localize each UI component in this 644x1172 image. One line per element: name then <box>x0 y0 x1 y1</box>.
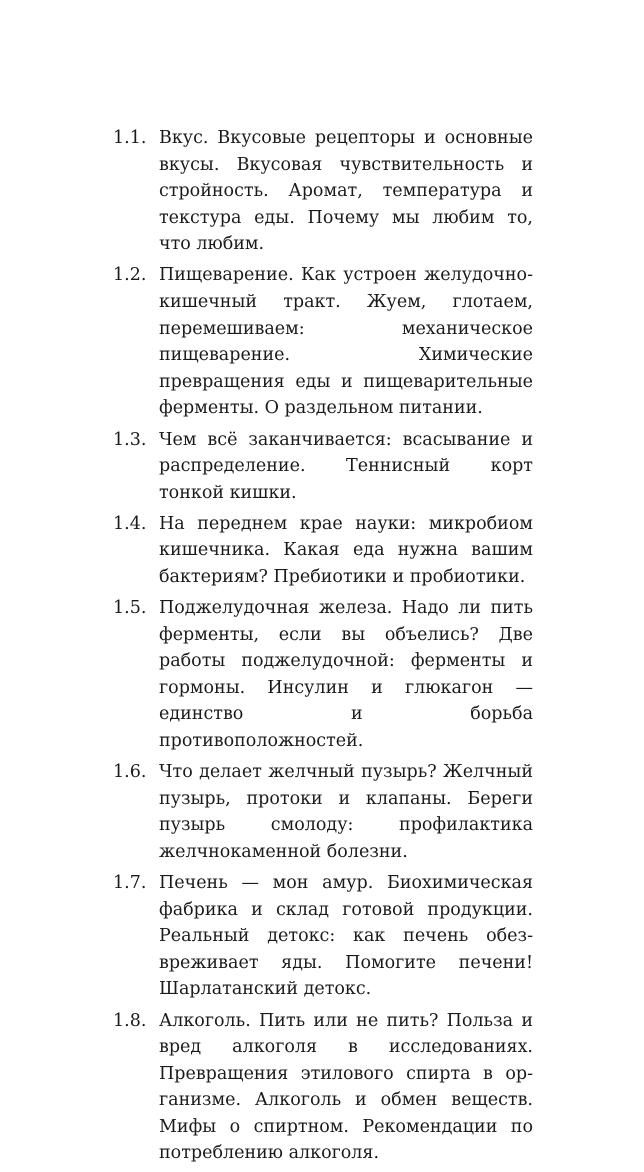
toc-entry-number: 1.1. <box>113 128 147 148</box>
toc-entry-text: Пищеварение. Как устроен желудочно-кишечный тракт. Жуем, глотаем, перемешиваем: механическое пищеварение. Химические превращения еды и пищеварительные ферменты. О раздельном питании. <box>159 265 533 419</box>
toc-entry-text: Вкус. Вкусовые рецепторы и основные вкусы. Вкусовая чувствительность и стройность. Аромат, температура и текстура еды. Почему мы любим то, что любим. <box>159 128 533 255</box>
toc-entry-number: 1.7. <box>113 873 147 894</box>
toc-entry-number: 1.2. <box>113 265 147 286</box>
toc-entry-number: 1.6. <box>113 762 147 783</box>
toc-entry-number: 1.4. <box>113 513 147 534</box>
toc-entry-text: Алкоголь. Пить или не пить? Польза и вред алкоголя в исследованиях. Превращения этилового спирта в организме. Алкоголь и обмен веществ. Мифы о спиртном. Рекомендации по потреблению алкоголя. <box>159 1010 533 1164</box>
toc-entry-text: Поджелудочная железа. Надо ли пить ферменты, если вы объелись? Две работы поджелудочной: ферменты и гормоны. Инсулин и глюкагон — единство и борьба противоположностей. <box>159 598 533 752</box>
table-of-contents <box>113 125 533 1172</box>
toc-entry <box>113 759 533 865</box>
toc-entry-number: 1.8. <box>113 1010 147 1031</box>
toc-entry <box>113 427 533 507</box>
toc-entry <box>113 870 533 1003</box>
toc-entry-text: Печень — мон амур. Биохимическая фабрика и склад готовой продукции. Реальный детокс: как печень обезвреживает яды. Помогите печени! Шарлатанский детокс. <box>159 873 533 1000</box>
toc-entry <box>113 262 533 422</box>
toc-entry-text: Чем всё заканчивается: всасывание и распределение. Теннисный корт тонкой кишки. <box>159 429 533 503</box>
toc-entry-number: 1.5. <box>113 598 147 619</box>
toc-entry-text: Что делает желчный пузырь? Желчный пузырь, протоки и клапаны. Береги пузырь смолоду: профилактика желчнокаменной болезни. <box>159 762 533 862</box>
toc-entry <box>113 1008 533 1168</box>
toc-entry-text: На переднем крае науки: микробиом кишечника. Какая еда нужна вашим бактериям? Пребиотики и пробиотики. <box>159 513 533 587</box>
toc-entry <box>113 511 533 591</box>
toc-entry-number: 1.3. <box>113 429 147 450</box>
toc-entry <box>113 595 533 755</box>
toc-entry <box>113 125 533 258</box>
